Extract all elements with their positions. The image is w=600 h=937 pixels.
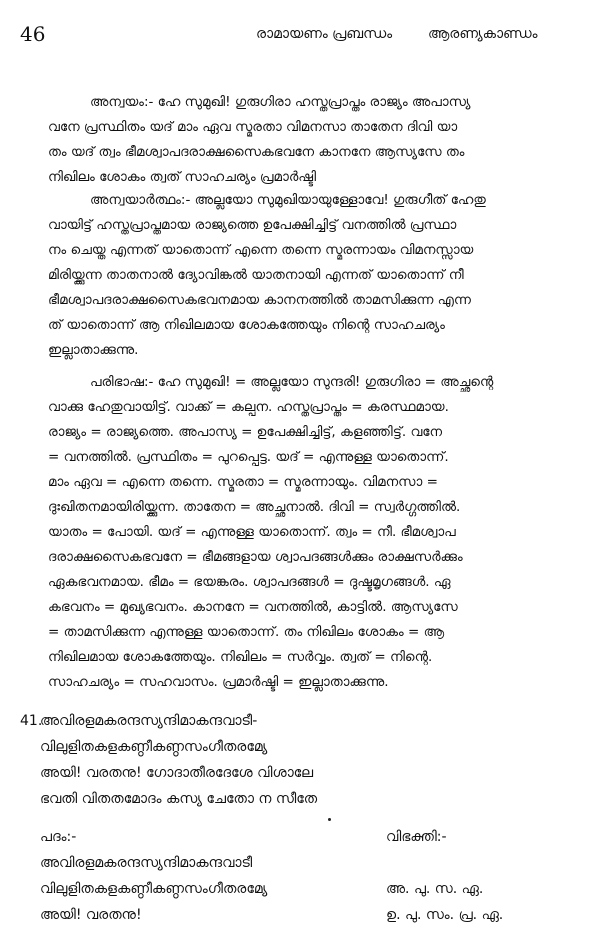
paragraph-line: പരിഭാഷ:- ഹേ സുമുഖി! = അല്ലയോ സുന്ദരി! ഗുരുഗിരാ = അച്ഛന്റെ [90,374,494,390]
gloss-row [40,902,580,928]
paragraph-line: വനേ പ്രസ്ഥിതം യദ് മാം ഏവ സ്മരതാ വിമനസാ താതേന ദിവി യാ [48,119,458,135]
paragraph-line: അന്വയം:- ഹേ സുമുഖി! ഗുരുഗിരാ ഹസ്തപ്രാപ്തം രാജ്യം അപാസ്യ [90,94,471,110]
paragraph-line: = വനത്തിൽ. പ്രസ്ഥിതം = പുറപ്പെട്ട. യദ് = എന്നുള്ള യാതൊന്ന്. [48,449,449,465]
paragraph-line: മാം ഏവ = എന്നെ തന്നെ. സ്മരതാ = സ്മരന്നായും. വിമനസാ = [48,474,438,490]
paribhasha-paragraph [48,370,566,695]
word-gloss-table [40,824,580,928]
verse-line [20,708,540,734]
gloss-row [40,876,580,902]
paragraph-line: വാക്കു ഹേതുവായിട്ട്. വാക്ക് = കല്പന. ഹസ്തപ്രാപ്തം = കരസ്ഥമായ. [48,399,449,415]
verse-text: അവിരളമകരന്ദസ്യന്ദിമാകന്ദവാടീ- [40,713,258,729]
paragraph-line: = താമസിക്കുന്ന എന്നുള്ള യാതൊന്ന്. തം നിഖിലം ശോകം = ആ [48,624,445,640]
paragraph-line: രാജ്യം = രാജ്യത്തെ. അപാസ്യ = ഉപേക്ഷിച്ചിട്ട്, കളഞ്ഞിട്ട്. വനേ [48,424,443,440]
page-header [0,20,600,50]
padam-heading: പദം:- [40,829,77,845]
paragraph-line: നം ചെയ്ത എന്നത് യാതൊന്ന് എന്നെ തന്നെ സ്മരന്നായം വിമനസ്സായ [48,242,474,258]
book-title: രാമായണം പ്രബന്ധം [256,26,393,42]
gloss-word: അവിരളമകരന്ദസ്യന്ദിമാകന്ദവാടീ [40,855,253,871]
paragraph-line: ദുഃഖിതനമായിരിയ്ക്കുന്ന. താതേന = അച്ഛനാൽ. ദിവി = സ്വർഗ്ഗത്തിൽ. [48,499,461,515]
paragraph-line: യാതം = പോയി. യദ് = എന്നുള്ള യാതൊന്ന്. ത്വം = നീ. ഭീമശ്വാപ [48,524,456,540]
paragraph-line: വായിട്ട് ഹസ്തപ്രാപ്തമായ രാജ്യത്തെ ഉപേക്ഷിച്ചിട്ട് വനത്തിൽ പ്രസ്ഥാ [48,217,457,233]
paragraph-line: നിഖിലം ശോകം ത്വത് സാഹചര്യം പ്രമാർഷ്ടി [48,169,317,185]
paragraph-line: ഏകഭവനമായ. ഭീമം = ഭയങ്കരം. ശ്വാപദങ്ങൾ = ദുഷ്ടമൃഗങ്ങൾ. ഏ [48,574,451,590]
page-number: 46 [20,22,46,46]
gloss-row [40,850,580,876]
gloss-vibhakti: ഉ. പു. സം. പ്ര. ഏ. [386,907,504,923]
gloss-word: അയി! വരതനു! [40,907,142,923]
vibhakti-heading: വിഭക്തി:- [386,829,447,845]
sloka-verse [20,708,540,812]
paragraph-line: അന്വയാർത്ഥം:- അല്ലയോ സുമുഖിയായുള്ളോവേ! ഗുരുഗീത് ഹേതു [90,192,486,208]
verse-number: 41. [20,713,43,729]
paragraph-line: സാഹചര്യം = സഹവാസം. പ്രമാർഷ്ടി = ഇല്ലാതാക്കുന്നു. [48,674,389,690]
verse-line: ഭവതി വിതതമോദം കസ്യ ചേതോ ന സീതേ [40,791,318,807]
anvayam-paragraph [48,90,566,190]
paragraph-line: നിഖിലമായ ശോകത്തേയും. നിഖിലം = സർവ്വം. ത്വത് = നിന്റെ. [48,649,433,665]
stray-dot [328,818,331,821]
paragraph-line: മിരിയ്ക്കുന്ന താതനാൽ ദ്യോവിങ്കൽ യാതനായി എന്നത് യാതൊന്ന് നീ [48,267,464,283]
gloss-word: വിലുളിതകളകണ്ഠീകണ്ഠസംഗീതരമ്യേ [40,881,268,897]
verse-line: വിലുളിതകളകണ്ഠീകണ്ഠസംഗീതരമ്യേ [40,739,268,755]
paragraph-line: കഭവനം = മുഖ്യഭവനം. കാനനേ = വനത്തിൽ, കാട്ടിൽ. ആസ്യസേ [48,599,458,615]
paragraph-line: തം യദ് ത്വം ഭീമശ്വാപദരാക്ഷസൈകഭവനേ കാനനേ ആസ്യസേ തം [48,144,465,160]
paragraph-line: ഇല്ലാതാക്കുന്നു. [48,342,139,358]
paragraph-line: ത് യാതൊന്ന് ആ നിഖിലമായ ശോകത്തേയും നിന്റെ സാഹചര്യം [48,317,445,333]
verse-line: അയി! വരതനു! ഗോദാതീരദേശേ വിശാലേ [40,765,314,781]
chapter-title: ആരണ്യകാണ്ഡം [428,26,538,42]
gloss-heading-row [40,824,580,850]
paragraph-line: ദരാക്ഷസൈകഭവനേ = ഭീമങ്ങളായ ശ്വാപദങ്ങൾക്കും രാക്ഷസർക്കും [48,549,463,565]
anvayartham-paragraph [48,188,566,363]
gloss-vibhakti: അ. പു. സ. ഏ. [386,881,484,897]
paragraph-line: ഭീമശ്വാപദരാക്ഷസൈകഭവനമായ കാനനത്തിൽ താമസിക്കുന്ന എന്ന [48,292,471,308]
